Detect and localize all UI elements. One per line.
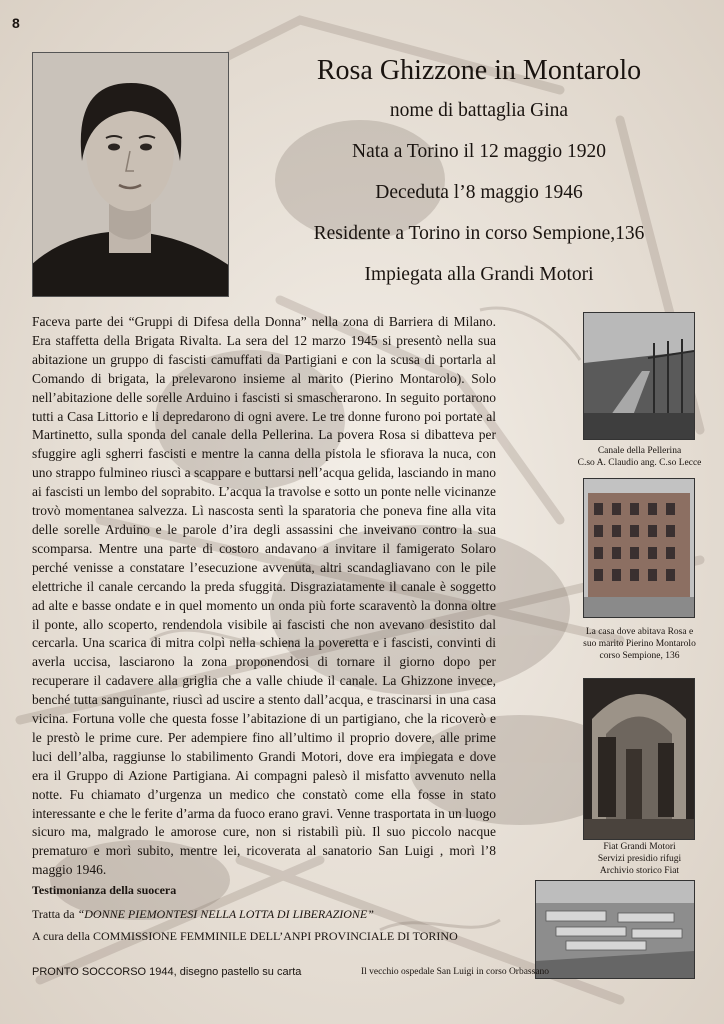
source-credit bbox=[32, 907, 374, 922]
caption-ospedale-san-luigi: Il vecchio ospedale San Luigi in corso Orbassano bbox=[360, 967, 550, 977]
caption-line: C.so A. Claudio ang. C.so Lecce bbox=[577, 458, 702, 468]
birth-info: Nata a Torino il 12 maggio 1920 bbox=[352, 141, 606, 162]
caption-line: Servizi presidio rifugi bbox=[597, 854, 682, 864]
death-info: Deceduta l’8 maggio 1946 bbox=[375, 182, 583, 203]
photo-ospedale-san-luigi bbox=[535, 880, 695, 979]
caption-line: Canale della Pellerina bbox=[597, 446, 682, 456]
battle-name: nome di battaglia Gina bbox=[389, 100, 569, 121]
caption-line: Archivio storico Fiat bbox=[599, 866, 680, 876]
caption-canale-pellerina bbox=[577, 445, 702, 469]
source-title: “DONNE PIEMONTESI NELLA LOTTA DI LIBERAZIONE” bbox=[77, 907, 374, 921]
job-info: Impiegata alla Grandi Motori bbox=[364, 264, 594, 285]
source-prefix: Tratta da bbox=[32, 907, 78, 921]
drawing-credit: PRONTO SOCCORSO 1944, disegno pastello su carta bbox=[32, 966, 302, 978]
caption-line: Fiat Grandi Motori bbox=[603, 842, 676, 852]
caption-line: corso Sempione, 136 bbox=[599, 651, 680, 661]
caption-line: suo marito Pierino Montarolo bbox=[583, 639, 696, 649]
photo-canale-pellerina bbox=[583, 312, 695, 440]
photo-grandi-motori bbox=[583, 678, 695, 840]
testimony-credit: Testimonianza della suocera bbox=[32, 883, 177, 897]
curated-by: A cura della COMMISSIONE FEMMINILE DELL’ANPI PROVINCIALE DI TORINO bbox=[32, 929, 458, 943]
caption-casa-sempione bbox=[577, 626, 702, 662]
caption-grandi-motori bbox=[577, 841, 702, 877]
biography-text bbox=[32, 313, 496, 880]
page-title: Rosa Ghizzone in Montarolo bbox=[316, 55, 642, 86]
residence-info: Residente a Torino in corso Sempione,136 bbox=[313, 223, 645, 244]
caption-line: La casa dove abitava Rosa e bbox=[585, 627, 694, 637]
photo-casa-sempione bbox=[583, 478, 695, 618]
biography-paragraph: Faceva parte dei “Gruppi di Difesa della Donna” nella zona di Barriera di Milano. Era staffetta della Brigata Rivalta. La sera del 12 marzo 1945 si presentò nella sua abitazione un gruppo di fascisti camuffati da Partigiani e con la scusa di portarla al Comando di brigata, la prelevarono insieme al marito (Pierino Montarolo). Solo nell’abitazione delle sorelle Arduino i fascisti si smascherarono. In seguito portarono tutti a Casa Littorio e li depredarono di ogni avere. Le tre donne furono poi portate al Martinetto, sulla sponda del canale della Pellerina. La povera Rosa si dibatteva per sfuggire agli sgherri fascisti e mentre la canna della pistola le sfiorava la nuca, con uno strappo fulmineo riuscì a scappare e buttarsi nell’acqua gelida, lasciando in mano ai fascisti un lembo del soprabito. L’acqua la travolse e sotto un ponte nelle vicinanze trovò momentanea salvezza. Lì nascosta sentì la sparatoria che poneva fine alla vita delle sorelle Arduino e le parole d’ira degli assassini che inveivano contro la sua scomparsa. Mentre una parte di costoro andavano a invitare il famigerato Solaro perché venisse a constatare l’esecuzione avvenuta, altri scandagliavano con le pile elettriche il canale cercando la preda sfuggita. Disgraziatamente il canale è soggetto ad alte e basse ondate e in quel momento un onda più forte scaraventò la donna oltre il ponte, allo scoperto, rendendola visibile ai fascisti che non avevano desistito dal cercarla. Una scarica di mitra colpì nella schiena la poveretta e i fascisti, convinti di averla uccisa, lasciarono la zona proponendosi di tornare il giorno dopo per recuperare il cadavere alla griglia che a valle chiude il canale. La Ghizzone invece, benché tutta sanguinante, riuscì ad uscire a stento dall’acqua, e trascinarsi in una casa vicina. Fortuna volle che questa fosse l’abitazione di un partigiano, che la ricoverò e le prestò le prime cure. Per adempiere fino all’ultimo il proprio dovere, alle prime luci dell’alba, raggiunse lo stabilimento Grandi Motori, dove era impiegata e dove era il Gruppo di Azione Partigiana. Ai compagni palesò il misfatto avvenuto nella notte. Fu chiamato d’urgenza un medico che constatò come ella fosse in stato interessante e che le ferite d’arma da fuoco erano gravi. Venne trasportata in un luogo sicuro ma, malgrado le amorose cure, non si ristabilì più. Il suo piccolo nacque prematuro e morì subito, mentre lei, ricoverata al sanatorio San Luigi , morì l’8 maggio 1946. bbox=[32, 314, 496, 878]
header bbox=[240, 56, 718, 286]
portrait-photo bbox=[32, 52, 229, 297]
page-number: 8 bbox=[12, 15, 20, 31]
